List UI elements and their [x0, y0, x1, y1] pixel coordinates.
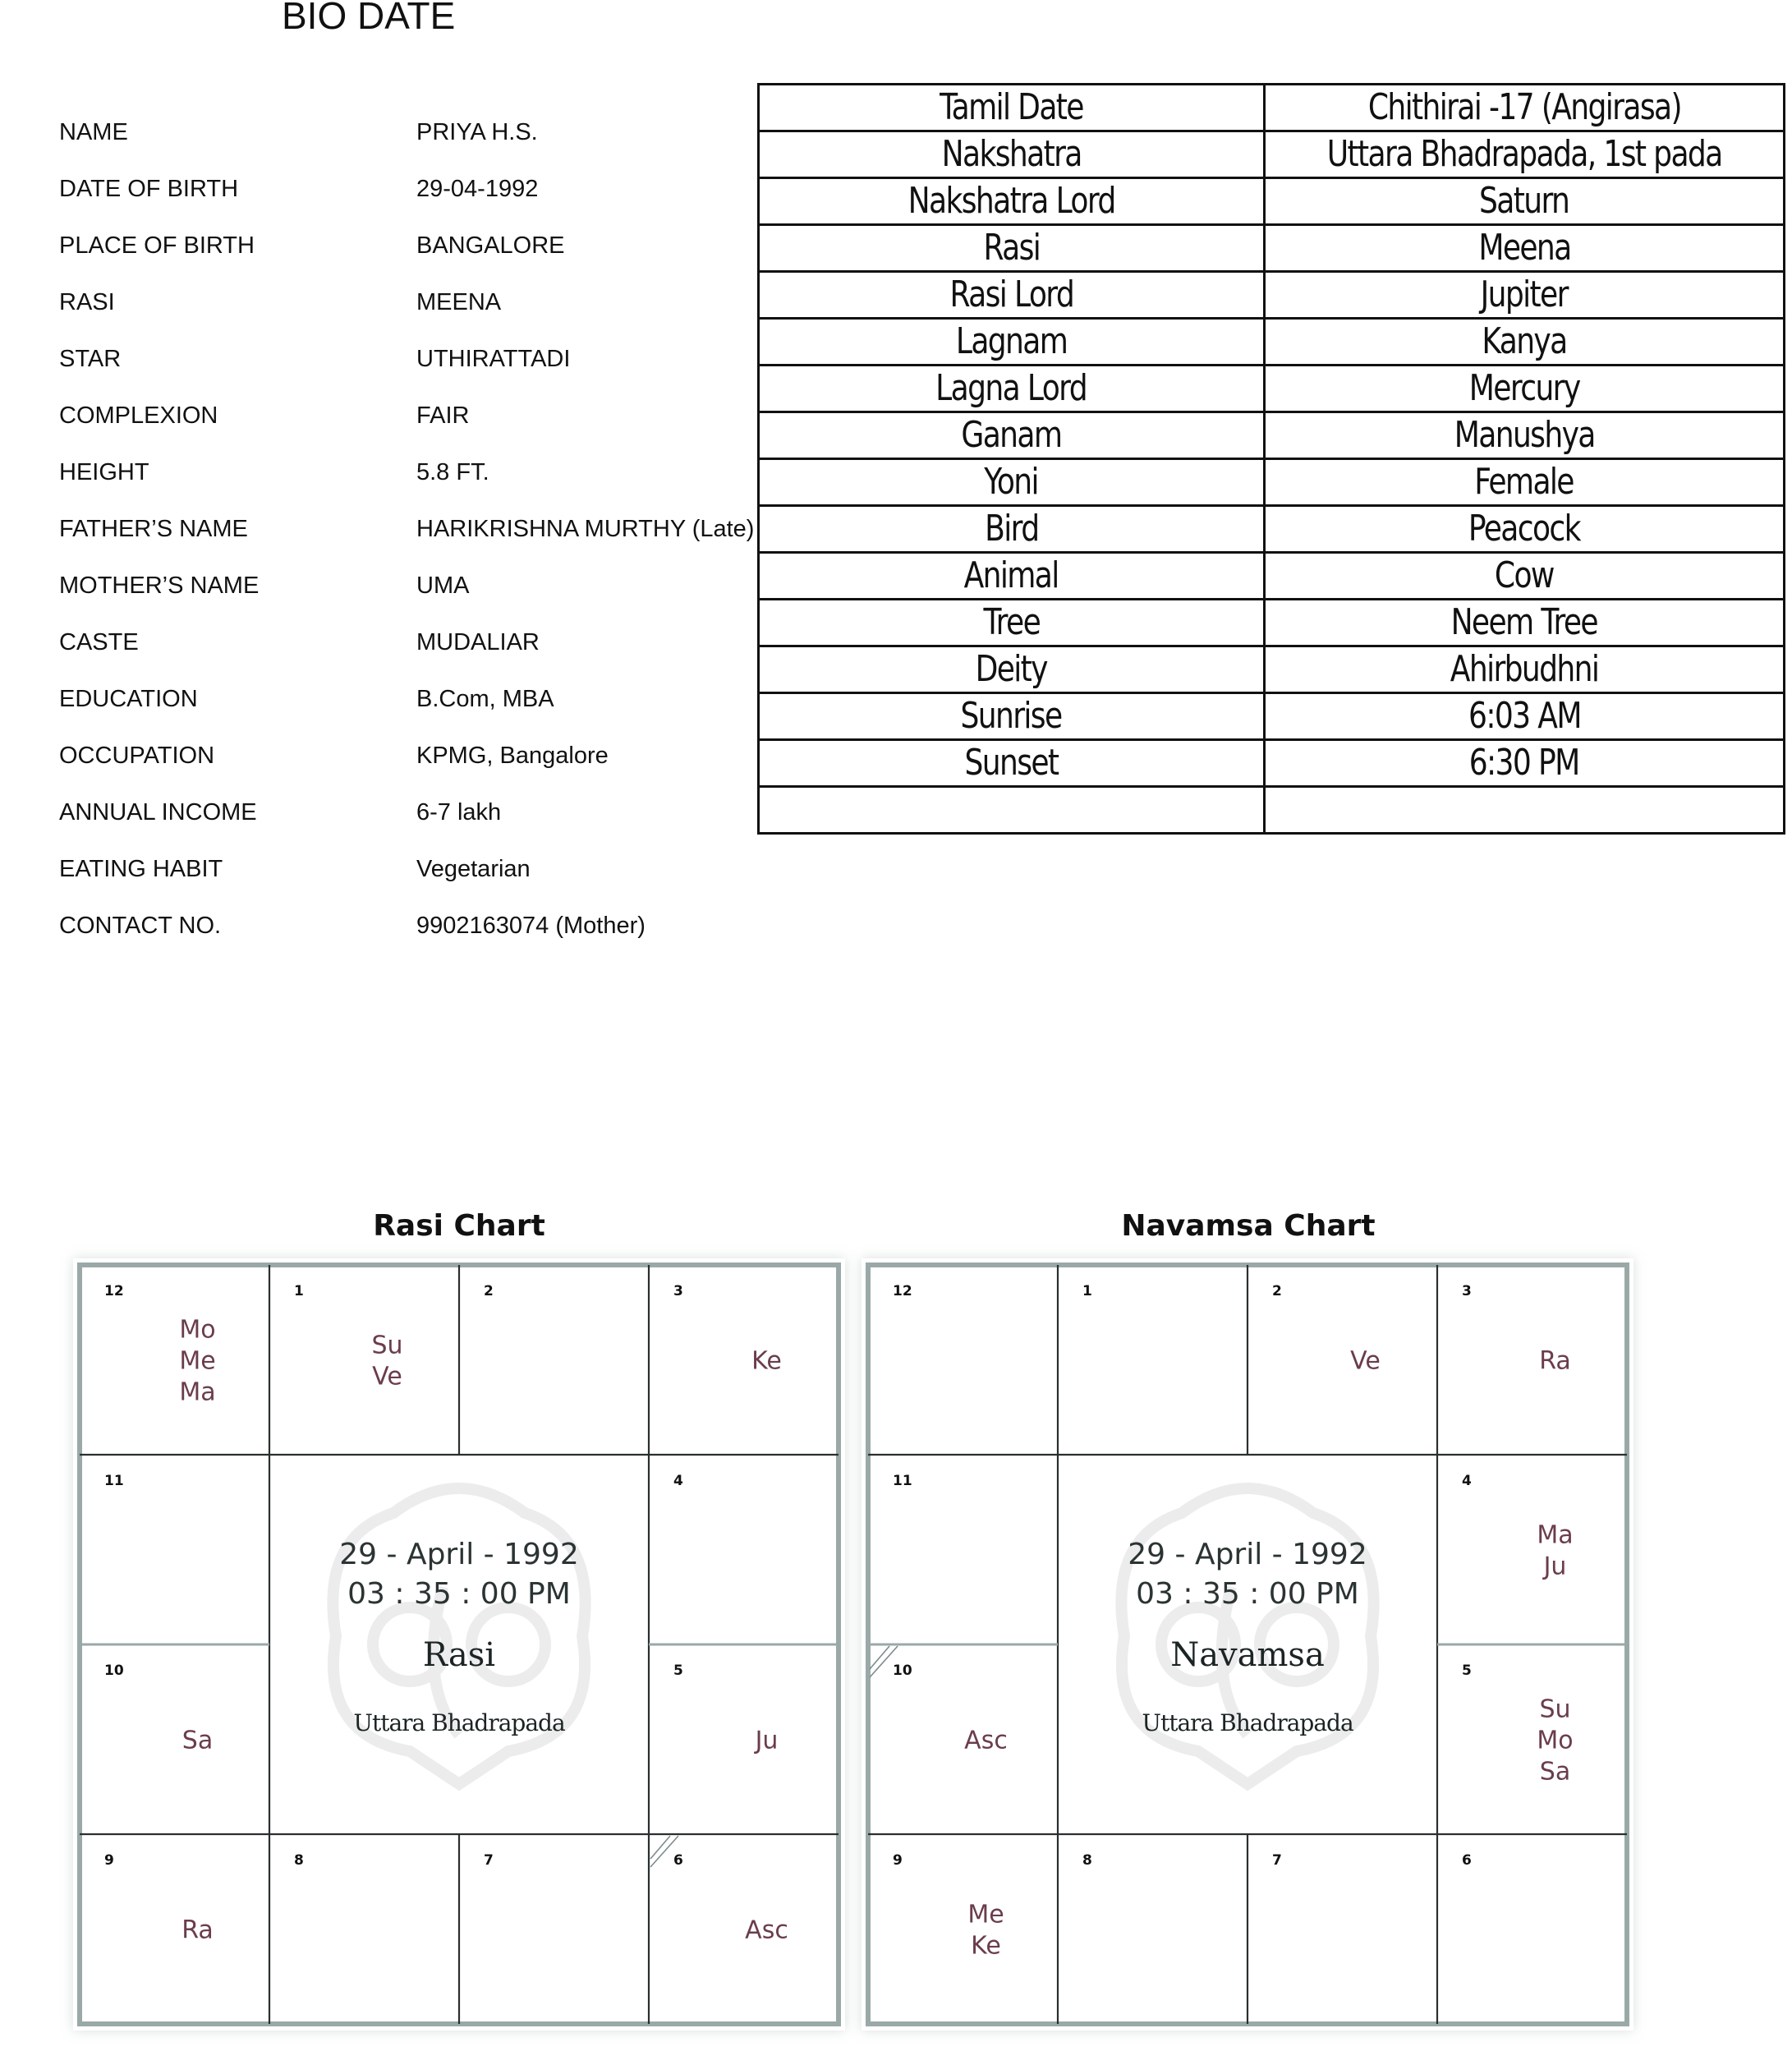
bio-label: EDUCATION — [59, 686, 198, 712]
table-value: Manushya — [1454, 414, 1595, 456]
house-number: 7 — [1272, 1852, 1282, 1869]
table-key: Yoni — [984, 461, 1039, 503]
chart-name: Navamsa — [1170, 1636, 1325, 1674]
table-key-cell — [759, 506, 1265, 553]
table-key-cell — [759, 319, 1265, 366]
bio-label: OCCUPATION — [59, 743, 215, 769]
table-value-cell — [1265, 225, 1785, 272]
table-key-cell — [759, 412, 1265, 459]
planet-label: Ve — [372, 1362, 402, 1391]
bio-row — [0, 909, 780, 942]
table-row — [759, 272, 1785, 319]
bio-label: COMPLEXION — [59, 402, 218, 429]
table-key: Bird — [984, 508, 1039, 550]
table-key-cell — [759, 600, 1265, 646]
table-value: 6:03 AM — [1468, 695, 1581, 737]
bio-row — [0, 796, 780, 829]
bio-label: PLACE OF BIRTH — [59, 232, 255, 259]
table-key: Nakshatra — [941, 133, 1082, 175]
bio-value: MEENA — [416, 289, 502, 315]
table-value-cell — [1265, 740, 1785, 787]
rasi-chart — [73, 1258, 845, 2031]
planet-label: Ke — [751, 1346, 782, 1376]
house-4 — [673, 1473, 683, 1489]
chart-birth-time: 03 : 35 : 00 PM — [1136, 1577, 1359, 1611]
bio-row — [0, 399, 780, 432]
house-1 — [1082, 1283, 1092, 1299]
house-12 — [104, 1283, 216, 1407]
chart-birth-date: 29 - April - 1992 — [339, 1538, 579, 1571]
navamsa-chart — [862, 1258, 1633, 2031]
house-6 — [1462, 1852, 1472, 1869]
planet-label: Ra — [1539, 1346, 1571, 1376]
bio-label: NAME — [59, 119, 128, 145]
table-key-cell — [759, 178, 1265, 225]
house-9 — [104, 1852, 214, 1945]
house-number: 10 — [104, 1663, 124, 1679]
planet-label: Me — [967, 1900, 1004, 1929]
table-row — [759, 506, 1785, 553]
planet-label: Mo — [179, 1315, 216, 1345]
table-row — [759, 85, 1785, 131]
table-row — [759, 459, 1785, 506]
planet-label: Mo — [1537, 1726, 1574, 1755]
table-key: Deity — [975, 648, 1048, 690]
house-7 — [484, 1852, 494, 1869]
bio-value: PRIYA H.S. — [416, 119, 538, 145]
bio-row — [0, 456, 780, 489]
table-value-cell — [1265, 85, 1785, 131]
planet-label: Su — [371, 1331, 403, 1360]
table-value-cell — [1265, 787, 1785, 834]
house-4 — [1462, 1473, 1574, 1581]
bio-value: 29-04-1992 — [416, 176, 539, 202]
table-row — [759, 319, 1785, 366]
house-number: 1 — [1082, 1283, 1092, 1299]
house-number: 7 — [484, 1852, 494, 1869]
planet-label: Ma — [1537, 1520, 1574, 1550]
house-7 — [1272, 1852, 1282, 1869]
house-number: 2 — [1272, 1283, 1282, 1299]
house-3 — [1462, 1283, 1571, 1376]
bio-label: CONTACT NO. — [59, 913, 222, 939]
table-row — [759, 366, 1785, 412]
planet-label: Ra — [181, 1916, 214, 1945]
bio-value: UTHIRATTADI — [416, 346, 571, 372]
house-5 — [673, 1663, 778, 1755]
table-row — [759, 225, 1785, 272]
table-value-cell — [1265, 412, 1785, 459]
bio-label: RASI — [59, 289, 115, 315]
planet-label: Su — [1539, 1695, 1571, 1724]
house-11 — [104, 1473, 124, 1489]
planet-label: Me — [179, 1346, 216, 1376]
table-value: 6:30 PM — [1469, 742, 1579, 784]
bio-row — [0, 172, 780, 205]
table-value-cell — [1265, 459, 1785, 506]
table-key: Nakshatra Lord — [907, 180, 1115, 222]
table-row — [759, 740, 1785, 787]
house-number: 9 — [104, 1852, 114, 1869]
house-number: 4 — [1462, 1473, 1472, 1489]
house-2 — [1272, 1283, 1381, 1376]
bio-value: KPMG, Bangalore — [416, 743, 609, 769]
bio-row — [0, 513, 780, 545]
table-key-cell — [759, 787, 1265, 834]
house-1 — [294, 1283, 403, 1391]
chart-name: Rasi — [422, 1636, 496, 1674]
bio-value: B.Com, MBA — [416, 686, 554, 712]
astrology-details-table — [757, 83, 1785, 835]
table-row — [759, 693, 1785, 740]
house-8 — [1082, 1852, 1092, 1869]
navamsa-chart-grid — [862, 1258, 1633, 2031]
house-number: 3 — [673, 1283, 683, 1299]
table-value: Meena — [1477, 227, 1571, 269]
planet-label: Ve — [1350, 1346, 1381, 1376]
bio-value: MUDALIAR — [416, 629, 540, 655]
table-key: Rasi Lord — [949, 274, 1073, 315]
house-number: 9 — [893, 1852, 903, 1869]
bio-label: HEIGHT — [59, 459, 149, 485]
table-key-cell — [759, 225, 1265, 272]
table-value-cell — [1265, 272, 1785, 319]
house-8 — [294, 1852, 304, 1869]
table-value: Female — [1474, 461, 1574, 503]
bio-row — [0, 683, 780, 715]
table-row — [759, 787, 1785, 834]
bio-label: CASTE — [59, 629, 139, 655]
bio-row — [0, 739, 780, 772]
bio-label: EATING HABIT — [59, 856, 223, 882]
bio-value: HARIKRISHNA MURTHY (Late) — [416, 516, 755, 542]
table-key: Lagna Lord — [935, 367, 1087, 409]
table-key-cell — [759, 272, 1265, 319]
table-value: Peacock — [1468, 508, 1580, 550]
planet-label: Asc — [745, 1916, 788, 1945]
table-key-cell — [759, 693, 1265, 740]
table-row — [759, 178, 1785, 225]
table-key-cell — [759, 646, 1265, 693]
table-value: Cow — [1495, 554, 1554, 596]
house-number: 5 — [1462, 1663, 1472, 1679]
bio-value: 9902163074 (Mother) — [416, 913, 646, 939]
table-value-cell — [1265, 178, 1785, 225]
planet-label: Ma — [179, 1377, 216, 1407]
table-row — [759, 412, 1785, 459]
bio-row — [0, 229, 780, 262]
house-number: 1 — [294, 1283, 304, 1299]
table-key-cell — [759, 553, 1265, 600]
planet-label: Sa — [1539, 1757, 1571, 1787]
house-10 — [870, 1646, 1008, 1755]
table-key: Tamil Date — [940, 86, 1083, 128]
bio-row — [0, 116, 780, 149]
bio-value: 6-7 lakh — [416, 799, 502, 826]
table-value-cell — [1265, 553, 1785, 600]
bio-value: 5.8 FT. — [416, 459, 489, 485]
table-key-cell — [759, 131, 1265, 178]
house-number: 10 — [893, 1663, 912, 1679]
table-value: Uttara Bhadrapada, 1st pada — [1326, 133, 1722, 175]
table-value-cell — [1265, 646, 1785, 693]
house-number: 11 — [104, 1473, 124, 1489]
table-value: Chithirai -17 (Angirasa) — [1367, 86, 1681, 128]
table-value: Kanya — [1482, 320, 1567, 362]
bio-row — [0, 343, 780, 375]
chart-nakshatra: Uttara Bhadrapada — [1142, 1709, 1353, 1736]
table-value: Ahirbudhni — [1450, 648, 1599, 690]
house-number: 11 — [893, 1473, 912, 1489]
house-10 — [104, 1663, 213, 1755]
chart-birth-date: 29 - April - 1992 — [1128, 1538, 1367, 1571]
bio-label: FATHER’S NAME — [59, 516, 248, 542]
table-value-cell — [1265, 506, 1785, 553]
house-number: 3 — [1462, 1283, 1472, 1299]
table-key: Sunset — [964, 742, 1059, 784]
table-value: Neem Tree — [1450, 601, 1598, 643]
table-key: Animal — [963, 554, 1059, 596]
house-number: 6 — [1462, 1852, 1472, 1869]
house-6 — [650, 1836, 788, 1945]
planet-label: Ke — [971, 1931, 1001, 1961]
document-title: BIO DATE — [282, 0, 456, 37]
table-value: Jupiter — [1480, 274, 1569, 315]
table-value-cell — [1265, 693, 1785, 740]
house-12 — [893, 1283, 912, 1299]
house-9 — [893, 1852, 1004, 1961]
table-row — [759, 131, 1785, 178]
rasi-chart-title: Rasi Chart — [373, 1209, 545, 1243]
house-3 — [673, 1283, 782, 1376]
table-value-cell — [1265, 366, 1785, 412]
table-key-cell — [759, 85, 1265, 131]
table-row — [759, 646, 1785, 693]
table-row — [759, 553, 1785, 600]
table-key: Rasi — [983, 227, 1040, 269]
table-key-cell — [759, 366, 1265, 412]
table-key: Lagnam — [955, 320, 1068, 362]
bio-label: STAR — [59, 346, 122, 372]
chart-birth-time: 03 : 35 : 00 PM — [347, 1577, 571, 1611]
chart-nakshatra: Uttara Bhadrapada — [353, 1709, 565, 1736]
bio-label: ANNUAL INCOME — [59, 799, 257, 826]
house-2 — [484, 1283, 494, 1299]
bio-value: BANGALORE — [416, 232, 565, 259]
bio-row — [0, 569, 780, 602]
bio-row — [0, 626, 780, 659]
house-11 — [893, 1473, 912, 1489]
house-number: 2 — [484, 1283, 494, 1299]
bio-label: MOTHER’S NAME — [59, 573, 260, 599]
table-key-cell — [759, 459, 1265, 506]
house-number: 4 — [673, 1473, 683, 1489]
table-key: Ganam — [961, 414, 1062, 456]
bio-row — [0, 286, 780, 319]
bio-label: DATE OF BIRTH — [59, 176, 239, 202]
house-number: 8 — [294, 1852, 304, 1869]
planet-label: Asc — [964, 1726, 1008, 1755]
table-value: Mercury — [1468, 367, 1580, 409]
house-number: 6 — [673, 1852, 683, 1869]
table-value-cell — [1265, 319, 1785, 366]
table-value-cell — [1265, 131, 1785, 178]
table-key: Tree — [983, 601, 1040, 643]
table-value: Saturn — [1479, 180, 1569, 222]
house-number: 12 — [104, 1283, 124, 1299]
table-key-cell — [759, 740, 1265, 787]
planet-label: Ju — [755, 1726, 779, 1755]
bio-row — [0, 853, 780, 885]
house-number: 5 — [673, 1663, 683, 1679]
house-5 — [1462, 1663, 1574, 1787]
house-number: 12 — [893, 1283, 912, 1299]
house-number: 8 — [1082, 1852, 1092, 1869]
table-row — [759, 600, 1785, 646]
bio-value: Vegetarian — [416, 856, 531, 882]
bio-value: FAIR — [416, 402, 470, 429]
planet-label: Sa — [181, 1726, 214, 1755]
planet-label: Ju — [1543, 1552, 1567, 1581]
rasi-chart-grid — [73, 1258, 845, 2031]
bio-value: UMA — [416, 573, 470, 599]
navamsa-chart-title: Navamsa Chart — [1121, 1209, 1376, 1243]
table-value-cell — [1265, 600, 1785, 646]
table-key: Sunrise — [960, 695, 1062, 737]
